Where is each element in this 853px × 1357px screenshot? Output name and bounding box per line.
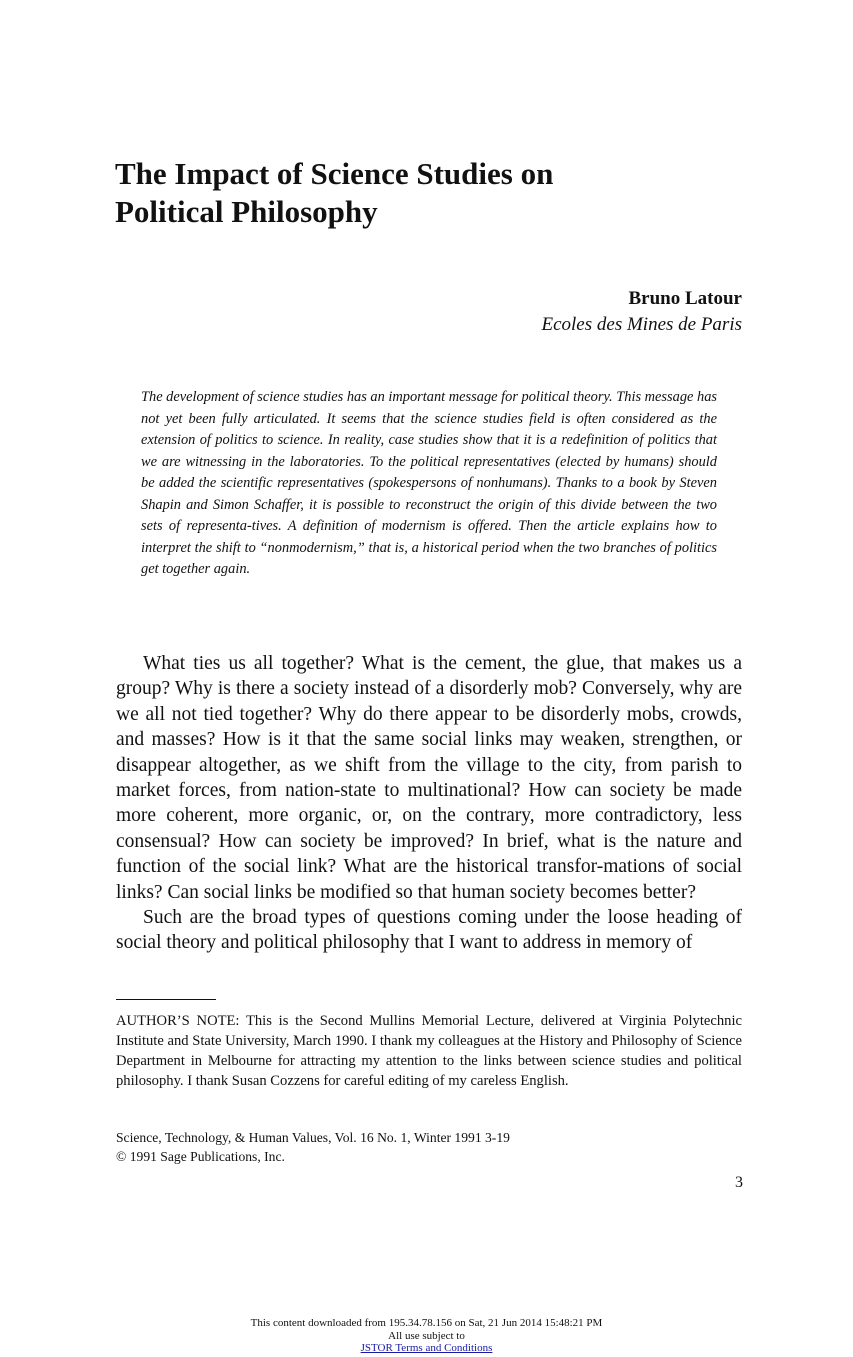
author-affiliation: Ecoles des Mines de Paris <box>541 314 742 335</box>
author-note: AUTHOR’S NOTE: This is the Second Mullins Memorial Lecture, delivered at Virginia Polytechnic Institute and State University, March 1990. I thank my colleagues at the History and Philosophy of Science Department in Melbourne for attracting my attention to the links between science studies and political philosophy. I thank Susan Cozzens for careful editing of my careless English. <box>116 1013 742 1089</box>
title-line-1: The Impact of Science Studies on <box>115 156 554 191</box>
body-text <box>116 651 742 956</box>
terms-line <box>0 1330 853 1355</box>
citation-copyright: © 1991 Sage Publications, Inc. <box>116 1149 285 1164</box>
author-name: Bruno Latour <box>628 288 742 309</box>
body-paragraph-1: What ties us all together? What is the cement, the glue, that makes us a group? Why is there a society instead of a disorderly mob? Conversely, why are we all not tied together? Why do there appear to be disorderly mobs, crowds, and masses? How is it that the same social links may weaken, strengthen, or disappear altogether, as we shift from the village to the city, from parish to market forces, from nation-state to multinational? How can society be made more coherent, more organic, or, on the contrary, more contradictory, less consensual? How can society be improved? In brief, what is the nature and function of the social link? What are the historical transfor-mations of social links? Can social links be modified so that human society becomes better? <box>116 653 742 903</box>
title-line-2: Political Philosophy <box>115 194 378 229</box>
body-paragraph-2: Such are the broad types of questions coming under the loose heading of social theory and political philosophy that I want to address in memory of <box>116 907 742 954</box>
terms-prefix: All use subject to <box>388 1329 465 1342</box>
author-block <box>541 286 742 338</box>
download-footer <box>0 1317 853 1355</box>
jstor-terms-link[interactable]: JSTOR Terms and Conditions <box>360 1342 493 1354</box>
footnote-divider <box>116 999 216 1000</box>
download-notice: This content downloaded from 195.34.78.156 on Sat, 21 Jun 2014 15:48:21 PM <box>250 1317 603 1329</box>
citation-journal: Science, Technology, & Human Values, Vol. 16 No. 1, Winter 1991 3-19 <box>116 1130 510 1145</box>
abstract: The development of science studies has an important message for political theory. This message has not yet been fully articulated. It seems that the science studies field is often considered as the extension of politics to science. In reality, case studies show that it is a redefinition of politics that we are witnessing in the laboratories. To the political representatives (elected by humans) should be added the scientific representatives (spokespersons of nonhumans). Thanks to a book by Steven Shapin and Simon Schaffer, it is possible to reconstruct the origin of this divide between the two sets of representa-tives. A definition of modernism is offered. Then the article explains how to interpret the shift to “nonmodernism,” that is, a historical period when the two branches of politics get together again. <box>141 389 717 577</box>
page-number: 3 <box>735 1174 743 1191</box>
citation-block <box>116 1128 510 1166</box>
article-title <box>115 155 755 231</box>
